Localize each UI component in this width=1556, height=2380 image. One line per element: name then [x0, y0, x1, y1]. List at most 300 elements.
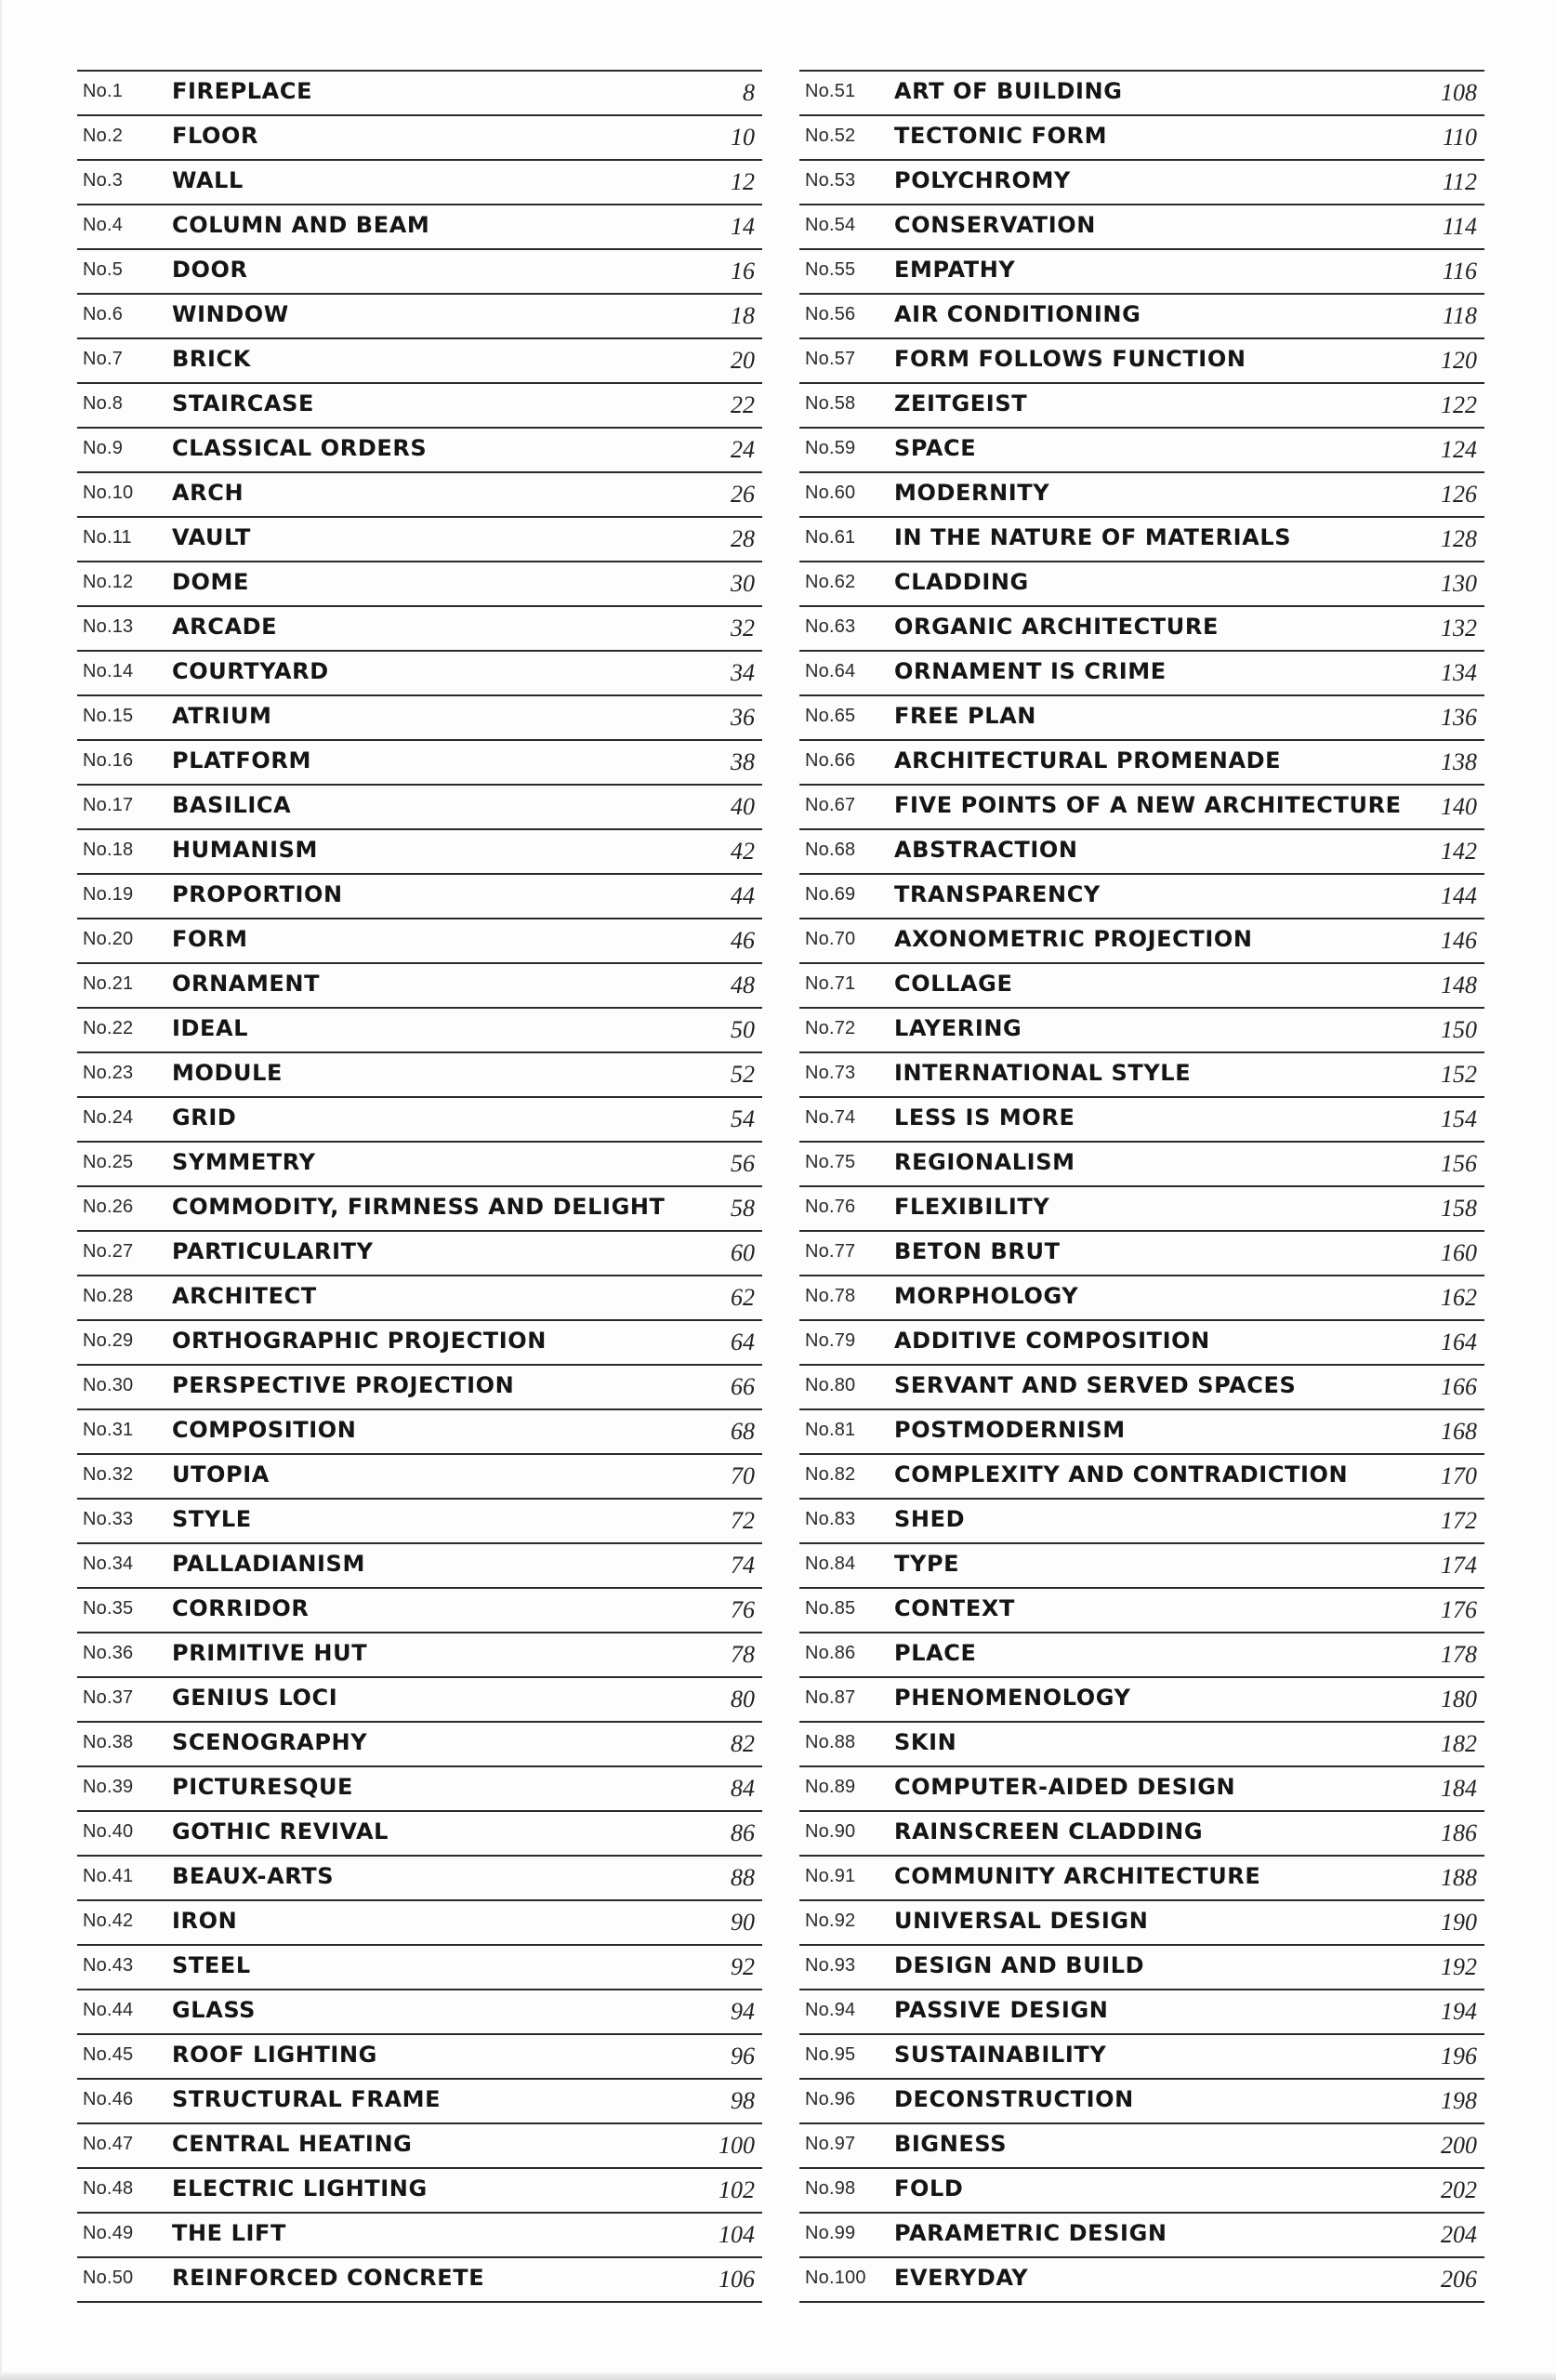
entry-page-number: 26 — [731, 481, 755, 508]
entry-title: FLEXIBILITY — [894, 1194, 1050, 1220]
entry-title: AXONOMETRIC PROJECTION — [894, 926, 1253, 952]
contents-entry — [77, 159, 762, 204]
entry-page-number: 20 — [731, 347, 755, 374]
entry-title: ORNAMENT IS CRIME — [894, 658, 1167, 684]
entry-page-number: 102 — [719, 2176, 755, 2203]
contents-entry — [799, 561, 1484, 605]
contents-entry — [799, 1051, 1484, 1096]
entry-title: FORM — [172, 926, 248, 952]
contents-entry — [799, 1587, 1484, 1632]
contents-entry — [77, 2167, 762, 2212]
entry-page-number: 114 — [1442, 213, 1477, 240]
contents-entry — [799, 1230, 1484, 1275]
entry-number: No.65 — [805, 706, 856, 726]
entry-title: FIREPLACE — [172, 78, 313, 104]
entry-title: PASSIVE DESIGN — [894, 1997, 1109, 2023]
entry-title: FREE PLAN — [894, 703, 1036, 729]
entry-number: No.82 — [805, 1464, 856, 1485]
entry-title: ORTHOGRAPHIC PROJECTION — [172, 1328, 547, 1354]
contents-entry — [799, 1542, 1484, 1587]
contents-entry — [77, 248, 762, 293]
entry-number: No.45 — [83, 2044, 134, 2065]
entry-number: No.28 — [83, 1286, 134, 1306]
contents-entry — [799, 1899, 1484, 1944]
entry-title: VAULT — [172, 524, 251, 550]
entry-number: No.55 — [805, 259, 856, 280]
entry-number: No.75 — [805, 1152, 856, 1172]
entry-page-number: 192 — [1441, 1953, 1477, 1980]
contents-entry — [77, 382, 762, 427]
contents-entry — [77, 114, 762, 159]
entry-title: GRID — [172, 1104, 237, 1130]
entry-page-number: 188 — [1441, 1864, 1477, 1891]
entry-title: PALLADIANISM — [172, 1551, 365, 1577]
entry-title: EMPATHY — [894, 257, 1016, 283]
contents-entry — [799, 1765, 1484, 1810]
contents-entry — [77, 1721, 762, 1765]
entry-number: No.80 — [805, 1375, 856, 1395]
entry-title: STAIRCASE — [172, 390, 315, 416]
entry-title: TYPE — [894, 1551, 960, 1577]
contents-entry — [799, 1632, 1484, 1676]
contents-entry — [799, 2122, 1484, 2167]
entry-number: No.4 — [83, 215, 124, 235]
entry-title: COMPUTER-AIDED DESIGN — [894, 1774, 1236, 1800]
entry-title: ARCADE — [172, 614, 278, 640]
contents-entry — [799, 2212, 1484, 2256]
entry-number: No.99 — [805, 2223, 856, 2243]
entry-title: COMMODITY, FIRMNESS AND DELIGHT — [172, 1194, 666, 1220]
entry-title: SCENOGRAPHY — [172, 1729, 368, 1755]
entry-page-number: 76 — [731, 1596, 755, 1623]
entry-page-number: 8 — [743, 79, 755, 106]
contents-entry — [799, 1096, 1484, 1141]
contents-entry — [77, 1944, 762, 1989]
entry-number: No.86 — [805, 1643, 856, 1663]
entry-number: No.7 — [83, 349, 124, 369]
entry-number: No.39 — [83, 1777, 134, 1797]
entry-page-number: 176 — [1441, 1596, 1477, 1623]
entry-number: No.70 — [805, 929, 856, 949]
entry-page-number: 18 — [731, 302, 755, 329]
entry-number: No.22 — [83, 1018, 134, 1038]
entry-number: No.56 — [805, 304, 856, 324]
entry-page-number: 94 — [731, 1998, 755, 2025]
entry-title: ABSTRACTION — [894, 837, 1078, 863]
entry-title: PLACE — [894, 1640, 977, 1666]
contents-entry — [77, 427, 762, 471]
entry-number: No.88 — [805, 1732, 856, 1752]
entry-page-number: 172 — [1441, 1507, 1477, 1534]
entry-title: PRIMITIVE HUT — [172, 1640, 368, 1666]
entry-page-number: 132 — [1441, 615, 1477, 641]
entry-number: No.81 — [805, 1420, 856, 1440]
entry-page-number: 12 — [731, 168, 755, 195]
entry-page-number: 44 — [731, 882, 755, 909]
entry-page-number: 204 — [1441, 2221, 1477, 2248]
entry-title: LESS IS MORE — [894, 1104, 1075, 1130]
entry-page-number: 58 — [731, 1195, 755, 1222]
entry-page-number: 126 — [1441, 481, 1477, 508]
entry-page-number: 158 — [1441, 1195, 1477, 1222]
entry-number: No.94 — [805, 2000, 856, 2020]
entry-page-number: 82 — [731, 1730, 755, 1757]
contents-entry — [77, 605, 762, 650]
entry-title: CLASSICAL ORDERS — [172, 435, 428, 461]
entry-title: UNIVERSAL DESIGN — [894, 1908, 1149, 1934]
entry-page-number: 38 — [731, 748, 755, 775]
entry-number: No.44 — [83, 2000, 134, 2020]
entry-title: IDEAL — [172, 1015, 249, 1041]
contents-entry — [799, 1989, 1484, 2033]
entry-number: No.97 — [805, 2134, 856, 2154]
contents-entry — [77, 2256, 762, 2303]
entry-title: ELECTRIC LIGHTING — [172, 2175, 428, 2202]
entry-number: No.53 — [805, 170, 856, 191]
entry-number: No.1 — [83, 81, 124, 101]
contents-entry — [799, 1498, 1484, 1542]
entry-title: PARTICULARITY — [172, 1238, 374, 1264]
entry-number: No.48 — [83, 2178, 134, 2199]
entry-number: No.16 — [83, 750, 134, 771]
entry-number: No.73 — [805, 1063, 856, 1083]
entry-title: POSTMODERNISM — [894, 1417, 1126, 1443]
entry-title: IRON — [172, 1908, 238, 1934]
entry-title: ZEITGEIST — [894, 390, 1028, 416]
entry-page-number: 194 — [1441, 1998, 1477, 2025]
contents-entry — [77, 962, 762, 1007]
entry-page-number: 148 — [1441, 972, 1477, 998]
entry-title: CONSERVATION — [894, 212, 1096, 238]
contents-entry — [77, 1007, 762, 1051]
entry-number: No.26 — [83, 1197, 134, 1217]
entry-page-number: 54 — [731, 1105, 755, 1132]
contents-entry — [799, 2256, 1484, 2303]
entry-number: No.46 — [83, 2089, 134, 2109]
entry-title: COMMUNITY ARCHITECTURE — [894, 1863, 1261, 1889]
entry-number: No.78 — [805, 1286, 856, 1306]
contents-entry — [77, 1408, 762, 1453]
entry-number: No.85 — [805, 1598, 856, 1619]
contents-entry — [799, 605, 1484, 650]
entry-page-number: 112 — [1442, 168, 1477, 195]
entry-number: No.51 — [805, 81, 856, 101]
entry-number: No.18 — [83, 840, 134, 860]
entry-title: PROPORTION — [172, 881, 343, 907]
entry-title: UTOPIA — [172, 1461, 270, 1488]
entry-page-number: 92 — [731, 1953, 755, 1980]
entry-title: LAYERING — [894, 1015, 1022, 1041]
entry-title: SYMMETRY — [172, 1149, 316, 1175]
contents-entry — [799, 159, 1484, 204]
entry-page-number: 116 — [1442, 258, 1477, 284]
entry-page-number: 180 — [1441, 1686, 1477, 1712]
contents-entry — [77, 293, 762, 337]
contents-entry — [799, 1855, 1484, 1899]
entry-number: No.11 — [83, 527, 132, 548]
entry-page-number: 22 — [731, 391, 755, 418]
entry-page-number: 96 — [731, 2043, 755, 2069]
entry-number: No.72 — [805, 1018, 856, 1038]
entry-title: DESIGN AND BUILD — [894, 1952, 1145, 1978]
contents-entry — [799, 2033, 1484, 2078]
entry-page-number: 108 — [1441, 79, 1477, 106]
contents-entry — [77, 1096, 762, 1141]
contents-entry — [77, 650, 762, 694]
entry-title: PERSPECTIVE PROJECTION — [172, 1372, 515, 1398]
entry-number: No.71 — [805, 973, 856, 994]
entry-title: HUMANISM — [172, 837, 319, 863]
entry-number: No.58 — [805, 393, 856, 414]
entry-page-number: 84 — [731, 1775, 755, 1802]
entry-number: No.17 — [83, 795, 134, 815]
entry-page-number: 198 — [1441, 2087, 1477, 2114]
entry-page-number: 120 — [1441, 347, 1477, 374]
contents-entry — [799, 471, 1484, 516]
entry-page-number: 190 — [1441, 1909, 1477, 1936]
contents-entry — [799, 337, 1484, 382]
entry-title: GENIUS LOCI — [172, 1685, 338, 1711]
entry-page-number: 196 — [1441, 2043, 1477, 2069]
entry-page-number: 206 — [1441, 2266, 1477, 2293]
entry-title: ART OF BUILDING — [894, 78, 1123, 104]
entry-number: No.35 — [83, 1598, 134, 1619]
entry-page-number: 66 — [731, 1373, 755, 1400]
entry-title: PICTURESQUE — [172, 1774, 354, 1800]
entry-title: ARCHITECT — [172, 1283, 317, 1309]
entry-number: No.34 — [83, 1554, 134, 1574]
entry-number: No.23 — [83, 1063, 134, 1083]
entry-page-number: 130 — [1441, 570, 1477, 597]
entry-title: COLLAGE — [894, 971, 1013, 997]
entry-page-number: 182 — [1441, 1730, 1477, 1757]
entry-title: BEAUX-ARTS — [172, 1863, 335, 1889]
entry-title: SHED — [894, 1506, 966, 1532]
contents-entry — [799, 918, 1484, 962]
entry-title: WALL — [172, 167, 244, 193]
entry-title: TRANSPARENCY — [894, 881, 1101, 907]
entry-title: BIGNESS — [894, 2131, 1008, 2157]
entry-title: COMPLEXITY AND CONTRADICTION — [894, 1461, 1349, 1488]
contents-entry — [799, 1810, 1484, 1855]
entry-page-number: 40 — [731, 793, 755, 820]
contents-column-right — [799, 70, 1484, 2303]
entry-title: BASILICA — [172, 792, 292, 818]
entry-title: BETON BRUT — [894, 1238, 1061, 1264]
contents-entry — [799, 1185, 1484, 1230]
contents-entry — [77, 70, 762, 114]
contents-entry — [799, 1721, 1484, 1765]
entry-page-number: 50 — [731, 1016, 755, 1043]
contents-entry — [77, 204, 762, 248]
entry-page-number: 100 — [719, 2132, 755, 2159]
entry-number: No.62 — [805, 572, 856, 592]
contents-entry — [799, 114, 1484, 159]
entry-title: PLATFORM — [172, 747, 311, 774]
entry-page-number: 16 — [731, 258, 755, 284]
entry-number: No.40 — [83, 1821, 134, 1842]
contents-entry — [799, 1275, 1484, 1319]
entry-number: No.38 — [83, 1732, 134, 1752]
entry-title: ORGANIC ARCHITECTURE — [894, 614, 1219, 640]
entry-number: No.93 — [805, 1955, 856, 1976]
entry-page-number: 106 — [719, 2266, 755, 2293]
entry-page-number: 52 — [731, 1061, 755, 1088]
entry-page-number: 28 — [731, 525, 755, 552]
entry-title: DOOR — [172, 257, 248, 283]
entry-page-number: 72 — [731, 1507, 755, 1534]
entry-page-number: 168 — [1441, 1418, 1477, 1445]
entry-number: No.14 — [83, 661, 134, 681]
contents-entry — [77, 2212, 762, 2256]
entry-number: No.2 — [83, 126, 124, 146]
entry-page-number: 122 — [1441, 391, 1477, 418]
contents-entry — [799, 427, 1484, 471]
entry-page-number: 68 — [731, 1418, 755, 1445]
contents-entry — [799, 1676, 1484, 1721]
contents-entry — [799, 784, 1484, 828]
entry-title: MODULE — [172, 1060, 283, 1086]
entry-number: No.6 — [83, 304, 124, 324]
entry-number: No.64 — [805, 661, 856, 681]
entry-title: PHENOMENOLOGY — [894, 1685, 1131, 1711]
entry-page-number: 186 — [1441, 1819, 1477, 1846]
entry-number: No.13 — [83, 616, 134, 637]
entry-page-number: 142 — [1441, 838, 1477, 865]
entry-number: No.42 — [83, 1911, 134, 1931]
entry-number: No.9 — [83, 438, 124, 458]
entry-title: FOLD — [894, 2175, 964, 2202]
entry-page-number: 34 — [731, 659, 755, 686]
entry-page-number: 62 — [731, 1284, 755, 1311]
entry-title: COURTYARD — [172, 658, 329, 684]
contents-entry — [799, 828, 1484, 873]
contents-entry — [799, 248, 1484, 293]
entry-number: No.32 — [83, 1464, 134, 1485]
contents-entry — [799, 739, 1484, 784]
entry-page-number: 150 — [1441, 1016, 1477, 1043]
entry-title: AIR CONDITIONING — [894, 301, 1141, 327]
contents-entry — [77, 1185, 762, 1230]
contents-entry — [77, 1498, 762, 1542]
entry-number: No.52 — [805, 126, 856, 146]
entry-page-number: 56 — [731, 1150, 755, 1177]
entry-number: No.98 — [805, 2178, 856, 2199]
entry-title: PARAMETRIC DESIGN — [894, 2220, 1167, 2246]
entry-page-number: 74 — [731, 1552, 755, 1579]
entry-number: No.36 — [83, 1643, 134, 1663]
entry-page-number: 154 — [1441, 1105, 1477, 1132]
entry-page-number: 184 — [1441, 1775, 1477, 1802]
contents-entry — [77, 1855, 762, 1899]
entry-title: MORPHOLOGY — [894, 1283, 1079, 1309]
entry-title: SUSTAINABILITY — [894, 2042, 1107, 2068]
entry-number: No.10 — [83, 483, 134, 503]
entry-title: CONTEXT — [894, 1595, 1015, 1621]
contents-entry — [77, 2078, 762, 2122]
contents-entry — [77, 1275, 762, 1319]
entry-number: No.49 — [83, 2223, 134, 2243]
entry-number: No.37 — [83, 1687, 134, 1708]
scan-bottom-edge — [0, 2373, 1556, 2380]
contents-entry — [77, 1676, 762, 1721]
entry-page-number: 152 — [1441, 1061, 1477, 1088]
entry-page-number: 90 — [731, 1909, 755, 1936]
entry-number: No.15 — [83, 706, 134, 726]
entry-number: No.47 — [83, 2134, 134, 2154]
entry-number: No.96 — [805, 2089, 856, 2109]
entry-title: CENTRAL HEATING — [172, 2131, 413, 2157]
contents-entry — [77, 516, 762, 561]
entry-number: No.79 — [805, 1330, 856, 1351]
entry-title: SPACE — [894, 435, 977, 461]
entry-number: No.67 — [805, 795, 856, 815]
entry-title: SERVANT AND SERVED SPACES — [894, 1372, 1297, 1398]
entry-title: STRUCTURAL FRAME — [172, 2086, 442, 2112]
entry-number: No.74 — [805, 1107, 856, 1128]
entry-number: No.29 — [83, 1330, 134, 1351]
entry-number: No.77 — [805, 1241, 856, 1262]
contents-entry — [77, 694, 762, 739]
entry-title: EVERYDAY — [894, 2265, 1029, 2291]
contents-entry — [77, 1364, 762, 1408]
entry-number: No.5 — [83, 259, 124, 280]
entry-number: No.41 — [83, 1866, 134, 1886]
entry-title: GOTHIC REVIVAL — [172, 1818, 389, 1844]
entry-number: No.59 — [805, 438, 856, 458]
entry-title: IN THE NATURE OF MATERIALS — [894, 524, 1292, 550]
entry-number: No.66 — [805, 750, 856, 771]
contents-entry — [799, 1408, 1484, 1453]
entry-page-number: 70 — [731, 1462, 755, 1489]
entry-title: REGIONALISM — [894, 1149, 1075, 1175]
contents-entry — [799, 873, 1484, 918]
entry-page-number: 86 — [731, 1819, 755, 1846]
entry-title: REINFORCED CONCRETE — [172, 2265, 485, 2291]
contents-entry — [77, 337, 762, 382]
entry-page-number: 30 — [731, 570, 755, 597]
entry-title: COLUMN AND BEAM — [172, 212, 430, 238]
entry-number: No.61 — [805, 527, 856, 548]
contents-entry — [799, 70, 1484, 114]
entry-page-number: 98 — [731, 2087, 755, 2114]
entry-number: No.92 — [805, 1911, 856, 1931]
entry-page-number: 78 — [731, 1641, 755, 1668]
entry-number: No.89 — [805, 1777, 856, 1797]
entry-number: No.95 — [805, 2044, 856, 2065]
entry-title: ROOF LIGHTING — [172, 2042, 377, 2068]
entry-page-number: 160 — [1441, 1239, 1477, 1266]
entry-number: No.63 — [805, 616, 856, 637]
entry-number: No.33 — [83, 1509, 134, 1529]
contents-entry — [77, 1810, 762, 1855]
entry-number: No.21 — [83, 973, 134, 994]
entry-page-number: 156 — [1441, 1150, 1477, 1177]
entry-page-number: 162 — [1441, 1284, 1477, 1311]
entry-page-number: 200 — [1441, 2132, 1477, 2159]
entry-number: No.83 — [805, 1509, 856, 1529]
entry-title: DOME — [172, 569, 250, 595]
contents-entry — [77, 1989, 762, 2033]
contents-entry — [799, 204, 1484, 248]
contents-entry — [77, 1051, 762, 1096]
entry-title: SKIN — [894, 1729, 957, 1755]
entry-page-number: 140 — [1441, 793, 1477, 820]
entry-number: No.84 — [805, 1554, 856, 1574]
entry-page-number: 146 — [1441, 927, 1477, 954]
entry-title: ADDITIVE COMPOSITION — [894, 1328, 1210, 1354]
entry-page-number: 110 — [1442, 124, 1477, 151]
